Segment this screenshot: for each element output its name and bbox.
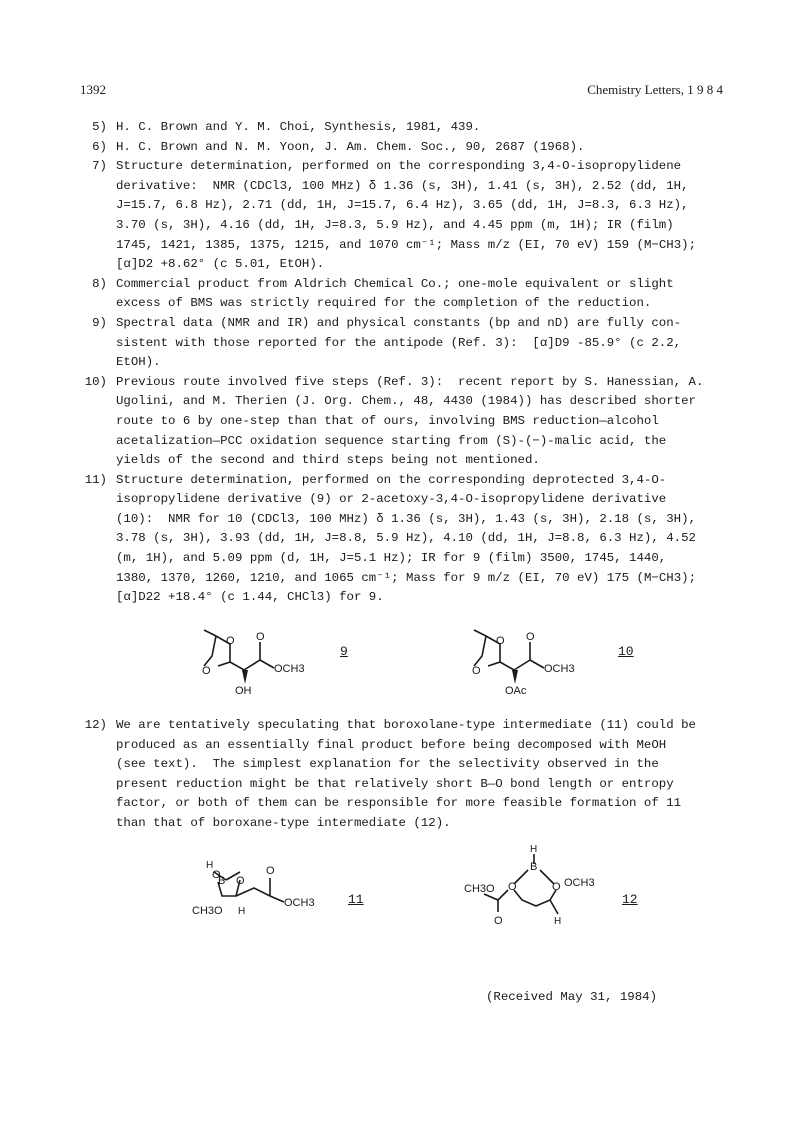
reference-line: acetalization—PCC oxidation sequence starting from (S)-(−)-malic acid, the [116, 433, 667, 448]
reference-line: Commercial product from Aldrich Chemical Co.; one-mole equivalent or slight [116, 276, 674, 291]
structure-12-o1: O [508, 881, 517, 893]
reference-line: isopropylidene derivative (9) or 2-acetoxy-3,4-O-isopropylidene derivative [116, 492, 667, 507]
reference-number: 8) [92, 276, 107, 291]
structure-11 [188, 856, 338, 921]
structure-12-label: 12 [622, 892, 638, 907]
reference-12 [0, 716, 793, 834]
structure-11-carbonyl-o: O [266, 865, 275, 877]
reference-number: 10) [84, 374, 107, 389]
reference-line: Previous route involved five steps (Ref. 3): recent report by S. Hanessian, A. [116, 374, 704, 389]
structure-9 [190, 622, 390, 697]
structure-12-methoxy: OCH3 [564, 877, 595, 889]
structure-9-carbonyl-o: O [256, 631, 265, 643]
reference-number: 7) [92, 159, 107, 174]
reference-number: 12) [84, 718, 107, 732]
structure-10-ester: OCH3 [544, 663, 575, 675]
reference-line: (10): NMR for 10 (CDCl3, 100 MHz) δ 1.36 (s, 3H), 1.43 (s, 3H), 2.18 (s, 3H), [116, 511, 696, 526]
structure-9-ring-o2: O [202, 665, 211, 677]
reference-item [0, 471, 793, 608]
reference-line: Ugolini, and M. Therien (J. Org. Chem., 48, 4430 (1984)) has described shorter [116, 394, 696, 409]
structure-12-bonds [484, 854, 558, 914]
structure-11-methoxy: CH3O [192, 905, 223, 917]
reference-item [0, 716, 793, 834]
structure-9-ring-o1: O [226, 635, 235, 647]
structure-11-ester: OCH3 [284, 897, 315, 909]
reference-line: produced as an essentially final product before being decomposed with MeOH [116, 737, 667, 752]
structure-9-ester: OCH3 [274, 663, 305, 675]
reference-item [0, 275, 793, 314]
reference-line: 1380, 1370, 1260, 1210, and 1065 cm⁻¹; Mass for 9 m/z (EI, 70 eV) 175 (M−CH3); [116, 570, 697, 585]
reference-line: (see text). The simplest explanation for the selectivity observed in the [116, 757, 659, 772]
reference-line: [α]D2 +8.62° (c 5.01, EtOH). [116, 257, 325, 272]
reference-line: H. C. Brown and Y. M. Choi, Synthesis, 1981, 439. [116, 120, 481, 134]
structure-12-h: H [530, 844, 538, 855]
structure-11-b: B [218, 875, 226, 887]
reference-line: We are tentatively speculating that boroxolane-type intermediate (11) could be [116, 718, 696, 732]
journal-title: Chemistry Letters, 1 9 8 4 [587, 82, 723, 97]
structure-12-o2: O [552, 881, 561, 893]
structure-10-ring-o1: O [496, 635, 505, 647]
structure-10-carbonyl-o: O [526, 631, 535, 643]
structure-11-o2: O [212, 869, 221, 881]
received-date: (Received May 31, 1984) [486, 990, 658, 1004]
structure-10-label: 10 [618, 644, 634, 659]
reference-number: 5) [92, 120, 107, 134]
reference-line: J=15.7, 6.8 Hz), 2.71 (dd, 1H, J=15.7, 6.4 Hz), 3.65 (dd, 1H, J=8.3, 6.3 Hz), [116, 198, 689, 213]
reference-line: H. C. Brown and N. M. Yoon, J. Am. Chem. Soc., 90, 2687 (1968). [116, 139, 585, 154]
reference-line: Structure determination, performed on the corresponding 3,4-O-isopropylidene [116, 159, 682, 174]
reference-line: factor, or both of them can be responsible for more feasible formation of 11 [116, 796, 682, 811]
reference-number: 9) [92, 315, 107, 330]
reference-line: Structure determination, performed on the corresponding deprotected 3,4-O- [116, 472, 667, 487]
reference-line: 3.78 (s, 3H), 3.93 (dd, 1H, J=8.8, 5.9 Hz), 4.10 (dd, 1H, J=8.8, 6.3 Hz), 4.52 [116, 531, 696, 546]
reference-line: 3.70 (s, 3H), 4.16 (dd, 1H, J=8.3, 5.9 Hz), and 4.45 ppm (m, 1H); IR (film) [116, 217, 674, 232]
structure-11-o1: O [236, 875, 245, 887]
reference-line: (m, 1H), and 5.09 ppm (d, 1H, J=5.1 Hz); IR for 9 (film) 3500, 1745, 1440, [116, 551, 667, 566]
reference-line: Spectral data (NMR and IR) and physical constants (bp and nD) are fully con- [116, 315, 682, 330]
reference-line: than that of boroxane-type intermediate (12). [116, 815, 451, 830]
structure-9-substituent: OH [235, 685, 252, 697]
reference-item [0, 138, 793, 158]
reference-item [0, 157, 793, 275]
structure-11-h: H [206, 860, 214, 871]
structure-10 [460, 622, 660, 697]
reference-line: route to 6 by one-step than that of ours, involving BMS reduction—alcohol [116, 413, 659, 428]
reference-line: derivative: NMR (CDCl3, 100 MHz) δ 1.36 (s, 3H), 1.41 (s, 3H), 2.52 (dd, 1H, [116, 178, 689, 193]
structure-12-b: B [530, 861, 538, 873]
page-header [0, 82, 793, 102]
reference-line: EtOH). [116, 355, 161, 370]
reference-list [0, 118, 793, 608]
reference-line: [α]D22 +18.4° (c 1.44, CHCl3) for 9. [116, 590, 384, 605]
structure-12-ester: CH3O [464, 883, 495, 895]
structure-11-label: 11 [348, 892, 364, 907]
reference-line: 1745, 1421, 1385, 1375, 1215, and 1070 cm⁻¹; Mass m/z (EI, 70 eV) 159 (M−CH3); [116, 237, 697, 252]
structure-12-h2: H [554, 916, 562, 927]
reference-item [0, 118, 793, 138]
structure-10-wedge [512, 670, 518, 684]
reference-line: present reduction might be that relatively short B—O bond length or entropy [116, 776, 674, 791]
structure-9-label: 9 [340, 644, 348, 659]
reference-line: sistent with those reported for the antipode (Ref. 3): [α]D9 -85.9° (c 2.2, [116, 335, 682, 350]
reference-number: 6) [92, 139, 107, 154]
reference-item [0, 314, 793, 373]
structure-12 [464, 844, 614, 929]
structure-10-substituent: OAc [505, 685, 527, 697]
page-number: 1392 [80, 82, 106, 97]
reference-line: excess of BMS was strictly required for the completion of the reduction. [116, 296, 652, 311]
structure-11-h2: H [238, 906, 246, 917]
structure-12-carbonyl-o: O [494, 915, 503, 927]
reference-line: yields of the second and third steps being not mentioned. [116, 453, 540, 468]
structure-10-ring-o2: O [472, 665, 481, 677]
structure-9-wedge [242, 670, 248, 684]
reference-number: 11) [84, 472, 107, 487]
reference-item [0, 373, 793, 471]
